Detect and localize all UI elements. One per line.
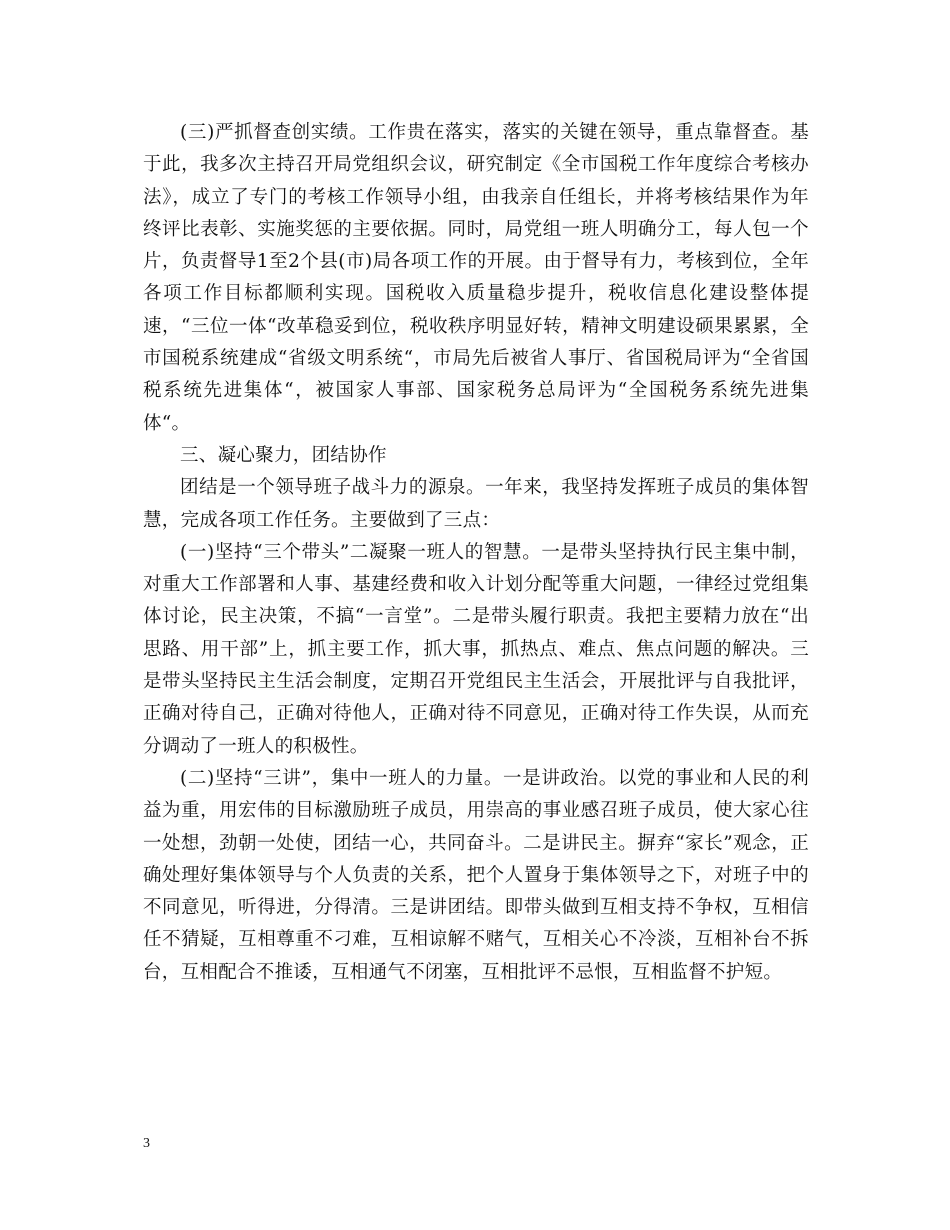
page-number: 3: [143, 1136, 150, 1151]
paragraph-three-leads: (一)坚持“三个带头”二凝聚一班人的智慧。一是带头坚持执行民主集中制，对重大工作部署和人事、基建经费和收入计划分配等重大问题，一律经过党组集体讨论，民主决策，不搞“一言堂”。二是带头履行职责。我把主要精力放在“出思路、用干部”上，抓主要工作，抓大事，抓热点、难点、焦点问题的解决。三是带头坚持民主生活会制度，定期召开党组民主生活会，开展批评与自我批评，正确对待自己，正确对待他人，正确对待不同意见，正确对待工作失误，从而充分调动了一班人的积极性。: [143, 541, 809, 757]
paragraph-supervision: (三)严抓督查创实绩。工作贵在落实，落实的关键在领导，重点靠督查。基于此，我多次主持召开局党组织会议，研究制定《全市国税工作年度综合考核办法》，成立了专门的考核工作领导小组，由我亲自任组长，并将考核结果作为年终评比表彰、实施奖惩的主要依据。同时，局党组一班人明确分工，每人包一个片，负责督导1至2个县(市)局各项工作的开展。由于督导有力，考核到位，全年各项工作目标都顺利实现。国税收入质量稳步提升，税收信息化建设整体提速，“三位一体“改革稳妥到位，税收秩序明显好转，精神文明建设硕果累累，全市国税系统建成“省级文明系统“，市局先后被省人事厅、省国税局评为“全省国税系统先进集体“，被国家人事部、国家税务总局评为“全国税务系统先进集体“。: [143, 122, 809, 434]
document-body: [143, 117, 809, 989]
paragraph-three-talks: (二)坚持“三讲”，集中一班人的力量。一是讲政治。以党的事业和人民的利益为重，用宏伟的目标激励班子成员，用崇高的事业感召班子成员，使大家心往一处想，劲朝一处使，团结一心，共同奋斗。二是讲民主。摒弃“家长”观念，正确处理好集体领导与个人负责的关系，把个人置身于集体领导之下，对班子中的不同意见，听得进，分得清。三是讲团结。即带头做到互相支持不争权，互相信任不猜疑，互相尊重不刁难，互相谅解不赌气，互相关心不冷淡，互相补台不拆台，互相配合不推诿，互相通气不闭塞，互相批评不忌恨，互相监督不护短。: [143, 767, 809, 983]
section-heading: 三、凝心聚力，团结协作: [180, 444, 387, 466]
paragraph-unity-intro: 团结是一个领导班子战斗力的源泉。一年来，我坚持发挥班子成员的集体智慧，完成各项工作任务。主要做到了三点：: [143, 477, 809, 531]
